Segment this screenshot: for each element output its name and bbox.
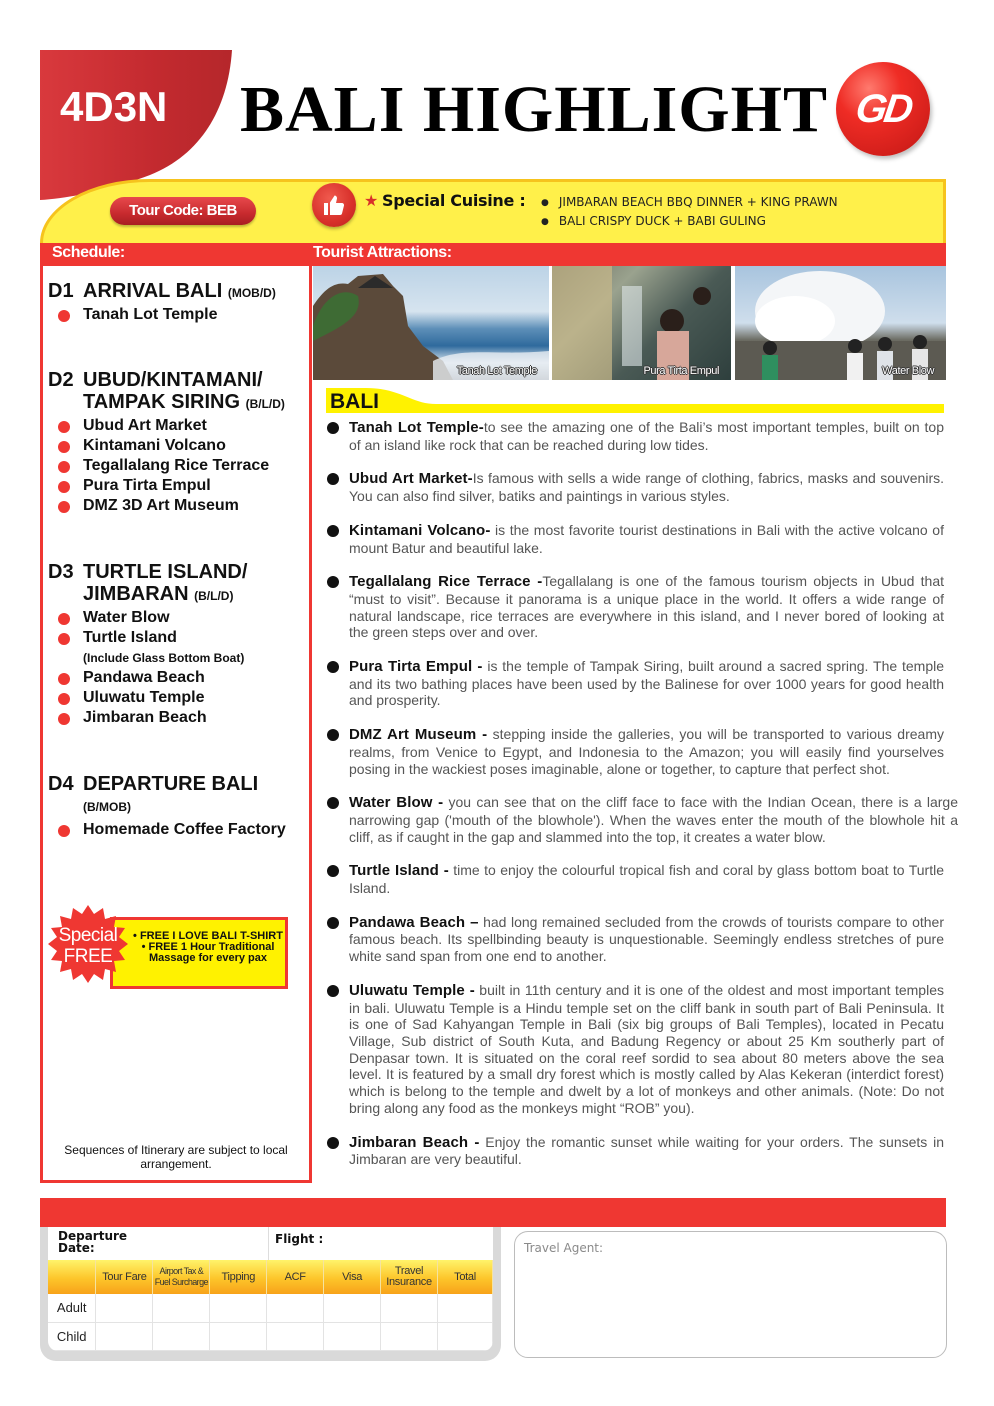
cuisine-label-text: Special Cuisine : bbox=[382, 191, 526, 210]
column-header: Visa bbox=[324, 1260, 381, 1294]
row-label: Child bbox=[48, 1322, 96, 1350]
bullet-icon bbox=[327, 525, 339, 537]
special-free-badge: Special FREE bbox=[58, 925, 118, 967]
travel-agent-box[interactable] bbox=[514, 1231, 947, 1358]
bullet-icon bbox=[327, 985, 339, 997]
table-row bbox=[48, 1294, 493, 1322]
price-cell[interactable] bbox=[210, 1322, 267, 1350]
price-cell[interactable] bbox=[267, 1294, 324, 1322]
itinerary-item: Turtle Island bbox=[48, 628, 308, 648]
day-number: D4 bbox=[48, 773, 74, 795]
attraction-item: Ubud Art Market-Is famous with sells a wide range of clothing, fabrics, masks and souvenirs. You can also find silver, batiks and paintings in various styles. bbox=[326, 470, 944, 504]
itinerary-item: Tegallalang Rice Terrace bbox=[48, 456, 308, 476]
tour-code-badge: Tour Code: BEB bbox=[110, 197, 256, 225]
bullet-icon bbox=[327, 576, 339, 588]
attractions-heading: Tourist Attractions: bbox=[313, 244, 452, 261]
photo-water-blow bbox=[735, 266, 946, 380]
bullet-icon bbox=[58, 633, 70, 645]
attraction-item: DMZ Art Museum - stepping inside the galleries, you will be transported to various dreamy realms, from Venice to Egypt, and Indonesia to the Amazon; you will easily find yourselves posing in the wackiest poses imaginable, alone or together, to capture that perfect shot. bbox=[326, 726, 944, 777]
day-title: UBUD/KINTAMANI/ TAMPAK SIRING (B/L/D) bbox=[83, 369, 285, 413]
column-header: Airport Tax & Fuel Surcharge bbox=[153, 1260, 210, 1294]
footer-bar bbox=[40, 1198, 946, 1227]
attraction-item: Pandawa Beach – had long remained secluded from the crowds of tourists compare to other famous beach. Its spellbinding beauty is unquestionable. Seemingly endless stretches of pure white sand span from one end to another. bbox=[326, 914, 944, 965]
price-cell[interactable] bbox=[153, 1322, 210, 1350]
itinerary-item: Ubud Art Market bbox=[48, 416, 308, 436]
free-item: Massage for every pax bbox=[148, 952, 267, 964]
day-1 bbox=[48, 280, 308, 325]
photo-pura-tirta-empul bbox=[552, 266, 731, 380]
page-title: BALI HIGHLIGHT bbox=[240, 73, 828, 146]
photo-tanah-lot bbox=[313, 266, 549, 380]
meal-code: (B/MOB) bbox=[83, 800, 131, 814]
itinerary-item: DMZ 3D Art Museum bbox=[48, 496, 308, 516]
price-cell[interactable] bbox=[381, 1294, 438, 1322]
day-number: D2 bbox=[48, 369, 74, 391]
column-header: Tipping bbox=[210, 1260, 267, 1294]
meal-code: (B/L/D) bbox=[194, 589, 234, 603]
row-label: Adult bbox=[48, 1294, 96, 1322]
bullet-icon bbox=[58, 693, 70, 705]
divider bbox=[268, 1227, 269, 1260]
schedule-heading: Schedule: bbox=[52, 244, 125, 261]
itinerary-item: Pandawa Beach bbox=[48, 668, 308, 688]
bullet-icon bbox=[327, 1137, 339, 1149]
bullet-icon bbox=[327, 661, 339, 673]
column-header: Total bbox=[438, 1260, 493, 1294]
price-cell[interactable] bbox=[381, 1322, 438, 1350]
price-cell[interactable] bbox=[153, 1294, 210, 1322]
itinerary-note: (Include Glass Bottom Boat) bbox=[83, 651, 245, 665]
bullet-icon bbox=[327, 473, 339, 485]
free-item: • FREE 1 Hour Traditional bbox=[141, 941, 275, 953]
day-title: TURTLE ISLAND/ JIMBARAN (B/L/D) bbox=[83, 561, 248, 605]
bullet-icon bbox=[327, 865, 339, 877]
price-table bbox=[48, 1260, 493, 1351]
column-header bbox=[48, 1260, 96, 1294]
price-cell[interactable] bbox=[324, 1322, 381, 1350]
attraction-item: Tegallalang Rice Terrace -Tegallalang is one of the famous tourism objects in Ubud that “must to visit”. Because it panorama is a unique place in the world. It offers a wide range of natural landscape, rice terraces are everywhere in this island, and I never bored of looking at the green steps over and over. bbox=[326, 573, 944, 641]
column-header: Travel Insurance bbox=[381, 1260, 438, 1294]
bullet-icon bbox=[58, 613, 70, 625]
itinerary-item: Pura Tirta Empul bbox=[48, 476, 308, 496]
departure-date-label: Departure Date: bbox=[58, 1229, 128, 1255]
price-cell[interactable] bbox=[267, 1322, 324, 1350]
bullet-icon bbox=[58, 441, 70, 453]
free-items-list bbox=[128, 931, 288, 964]
bullet-icon bbox=[58, 481, 70, 493]
bullet-icon bbox=[58, 421, 70, 433]
bullet-icon bbox=[58, 310, 70, 322]
meal-code: (MOB/D) bbox=[227, 286, 276, 300]
photo-caption: Water Blow bbox=[882, 365, 934, 377]
bullet-icon bbox=[58, 461, 70, 473]
cuisine-item: ● BALI CRISPY DUCK + BABI GULING bbox=[541, 213, 838, 232]
itinerary-item: Homemade Coffee Factory bbox=[48, 820, 308, 840]
attraction-item: Turtle Island - time to enjoy the colourful tropical fish and coral by glass bottom boat to Turtle Island. bbox=[326, 862, 944, 896]
thumbs-up-icon bbox=[312, 183, 356, 227]
attraction-list bbox=[326, 419, 958, 1168]
day-number: D3 bbox=[48, 561, 74, 583]
star-icon: ★ bbox=[364, 191, 379, 210]
price-table-header bbox=[48, 1260, 493, 1294]
attraction-item: Jimbaran Beach - Enjoy the romantic sunset while waiting for your orders. The sunsets in Jimbaran are very beautiful. bbox=[326, 1134, 944, 1168]
cuisine-list bbox=[541, 194, 838, 232]
price-cell[interactable] bbox=[438, 1322, 493, 1350]
bullet-icon bbox=[58, 673, 70, 685]
bullet-icon bbox=[58, 825, 70, 837]
travel-agent-label: Travel Agent: bbox=[524, 1241, 604, 1255]
itinerary-item: Jimbaran Beach bbox=[48, 708, 308, 728]
itinerary-item: Water Blow bbox=[48, 608, 308, 628]
brand-logo bbox=[836, 62, 930, 156]
bullet-icon bbox=[327, 729, 339, 741]
special-free-promo bbox=[48, 905, 288, 1000]
price-cell[interactable] bbox=[210, 1294, 267, 1322]
logo-text: GD bbox=[852, 86, 914, 131]
itinerary-item: Kintamani Volcano bbox=[48, 436, 308, 456]
bullet-icon bbox=[327, 422, 339, 434]
attraction-item: Water Blow - you can see that on the cliff face to face with the Indian Ocean, there is a large narrowing gap ('mouth of the blowhole'). When the waves enter the mouth of the blowhole hit a cliff, as if caught in the gap and slammed into the top, it creates a water blow. bbox=[326, 794, 958, 845]
day-title: ARRIVAL BALI (MOB/D) bbox=[83, 280, 276, 302]
price-cell[interactable] bbox=[324, 1294, 381, 1322]
day-title: DEPARTURE BALI bbox=[83, 773, 259, 795]
itinerary-item: Tanah Lot Temple bbox=[48, 305, 308, 325]
day-4 bbox=[48, 773, 308, 840]
itinerary-disclaimer: Sequences of Itinerary are subject to local arrangement. bbox=[64, 1143, 288, 1171]
attraction-item: Uluwatu Temple - built in 11th century and it is one of the oldest and most important temples in bali. Uluwatu Temple is a Hindu temple set on the cliff bank in south part of Bali Peninsula. It is one of Sad Kahyangan Temple in Bali (six big groups of Bali Temples), located in Pecatu Village, Sub district of South Kuta, and Badung Regency or about 25 Km southerly part of Denpasar town. It is situated on the coral reef sordid to sea about 80 meters above the sea level. It is featured by a small dry forest which is mostly called by Alas Kekeran (interdict forest) which is belong to the temple and dwelt by a lot of monkeys and other animals. (Note: Do not bring along any food as the monkeys might “ROB” you). bbox=[326, 982, 944, 1117]
bullet-icon bbox=[327, 797, 339, 809]
bullet-icon bbox=[327, 917, 339, 929]
table-row bbox=[48, 1322, 493, 1350]
bullet-icon bbox=[58, 713, 70, 725]
column-header: Tour Fare bbox=[96, 1260, 153, 1294]
attraction-item: Tanah Lot Temple-to see the amazing one of the Bali’s most important temples, built on top of an island like rock that can be reached during low tides. bbox=[326, 419, 944, 453]
free-item: • FREE I LOVE BALI T-SHIRT bbox=[133, 930, 283, 942]
price-cell[interactable] bbox=[438, 1294, 493, 1322]
section-header-bar bbox=[40, 243, 946, 266]
flight-label: Flight : bbox=[275, 1232, 324, 1246]
day-2 bbox=[48, 369, 308, 516]
attraction-item: Kintamani Volcano- is the most favorite tourist destinations in Bali with the active volcano of mount Batur and beautiful lake. bbox=[326, 522, 944, 556]
photo-caption: Tanah Lot Temple bbox=[456, 365, 537, 377]
attraction-photos bbox=[313, 266, 946, 380]
price-cell[interactable] bbox=[96, 1294, 153, 1322]
day-3 bbox=[48, 561, 308, 728]
cuisine-label bbox=[364, 191, 525, 210]
itinerary-item: Uluwatu Temple bbox=[48, 688, 308, 708]
column-header: ACF bbox=[267, 1260, 324, 1294]
attraction-item: Pura Tirta Empul - is the temple of Tampak Siring, built around a sacred spring. The temple and its two bathing places have been used by the Balinese for over 1000 years for good health and prosperity. bbox=[326, 658, 944, 709]
bullet-icon bbox=[58, 501, 70, 513]
cuisine-item: ● JIMBARAN BEACH BBQ DINNER + KING PRAWN bbox=[541, 194, 838, 213]
photo-caption: Pura Tirta Empul bbox=[643, 365, 719, 377]
pricing-form bbox=[48, 1227, 493, 1351]
duration-badge: 4D3N bbox=[60, 83, 168, 130]
destination-heading: BALI bbox=[326, 388, 944, 414]
meal-code: (B/L/D) bbox=[245, 397, 285, 411]
day-number: D1 bbox=[48, 280, 74, 302]
price-cell[interactable] bbox=[96, 1322, 153, 1350]
